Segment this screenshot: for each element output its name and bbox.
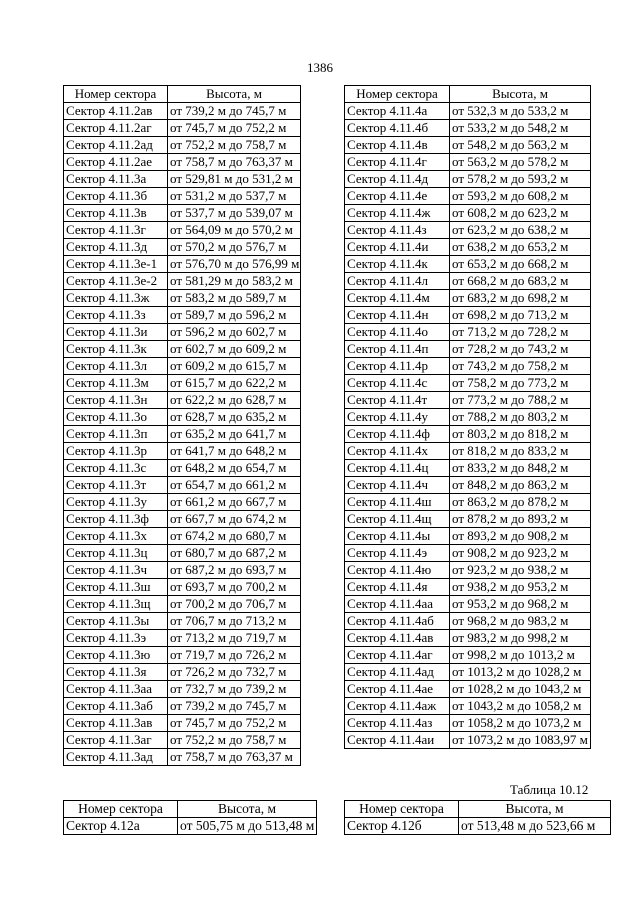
- height-cell: от 938,2 м до 953,2 м: [450, 579, 591, 596]
- height-cell: от 576,70 м до 576,99 м: [168, 256, 301, 273]
- sector-cell: Сектор 4.11.4р: [345, 358, 450, 375]
- sector-cell: Сектор 4.11.4аб: [345, 613, 450, 630]
- height-cell: от 983,2 м до 998,2 м: [450, 630, 591, 647]
- table-row: [64, 409, 301, 426]
- table-row: [345, 528, 591, 545]
- height-cell: от 533,2 м до 548,2 м: [450, 120, 591, 137]
- table-row: [64, 239, 301, 256]
- table-row: [64, 222, 301, 239]
- table-row: [64, 732, 301, 749]
- table-row: [64, 103, 301, 120]
- header-sector: Номер сектора: [345, 86, 450, 103]
- height-cell: от 638,2 м до 653,2 м: [450, 239, 591, 256]
- sector-cell: Сектор 4.11.3л: [64, 358, 168, 375]
- height-cell: от 589,7 м до 596,2 м: [168, 307, 301, 324]
- table-row: [345, 392, 591, 409]
- height-cell: от 863,2 м до 878,2 м: [450, 494, 591, 511]
- table-row: [64, 188, 301, 205]
- header-height: Высота, м: [459, 801, 611, 818]
- sector-cell: Сектор 4.11.4и: [345, 239, 450, 256]
- sector-cell: Сектор 4.12а: [64, 818, 178, 835]
- height-cell: от 713,2 м до 728,2 м: [450, 324, 591, 341]
- table-row: [345, 681, 591, 698]
- table-row: [64, 290, 301, 307]
- header-height: Высота, м: [450, 86, 591, 103]
- table-row: [64, 392, 301, 409]
- height-cell: от 648,2 м до 654,7 м: [168, 460, 301, 477]
- height-cell: от 583,2 м до 589,7 м: [168, 290, 301, 307]
- table-row: [64, 664, 301, 681]
- height-cell: от 758,2 м до 773,2 м: [450, 375, 591, 392]
- height-cell: от 628,7 м до 635,2 м: [168, 409, 301, 426]
- height-cell: от 773,2 м до 788,2 м: [450, 392, 591, 409]
- sector-cell: Сектор 4.11.3ю: [64, 647, 168, 664]
- table-row: [345, 426, 591, 443]
- sector-cell: Сектор 4.11.4с: [345, 375, 450, 392]
- sector-cell: Сектор 4.11.3с: [64, 460, 168, 477]
- sector-cell: Сектор 4.11.4г: [345, 154, 450, 171]
- height-cell: от 752,2 м до 758,7 м: [168, 732, 301, 749]
- sector-cell: Сектор 4.11.3ы: [64, 613, 168, 630]
- sector-cell: Сектор 4.11.4аг: [345, 647, 450, 664]
- sector-cell: Сектор 4.11.4е: [345, 188, 450, 205]
- sector-cell: Сектор 4.11.3п: [64, 426, 168, 443]
- sector-cell: Сектор 4.11.3в: [64, 205, 168, 222]
- table-row: [64, 630, 301, 647]
- table-caption: Таблица 10.12: [510, 782, 589, 797]
- table-row: [64, 205, 301, 222]
- table-row: [64, 681, 301, 698]
- height-cell: от 752,2 м до 758,7 м: [168, 137, 301, 154]
- sector-cell: Сектор 4.11.4ае: [345, 681, 450, 698]
- table-row: [345, 630, 591, 647]
- height-cell: от 953,2 м до 968,2 м: [450, 596, 591, 613]
- height-cell: от 998,2 м до 1013,2 м: [450, 647, 591, 664]
- table-row: [64, 256, 301, 273]
- table-row: [64, 324, 301, 341]
- sector-cell: Сектор 4.11.4аз: [345, 715, 450, 732]
- table-row: [64, 749, 301, 766]
- sector-cell: Сектор 4.11.4в: [345, 137, 450, 154]
- sector-cell: Сектор 4.11.3х: [64, 528, 168, 545]
- sector-cell: Сектор 4.11.3ад: [64, 749, 168, 766]
- height-cell: от 635,2 м до 641,7 м: [168, 426, 301, 443]
- height-cell: от 1043,2 м до 1058,2 м: [450, 698, 591, 715]
- table-row: [64, 596, 301, 613]
- table-header-row: [345, 801, 611, 818]
- table-row: [345, 256, 591, 273]
- table-row: [64, 375, 301, 392]
- table-row: [345, 613, 591, 630]
- height-cell: от 654,7 м до 661,2 м: [168, 477, 301, 494]
- height-cell: от 833,2 м до 848,2 м: [450, 460, 591, 477]
- sector-cell: Сектор 4.11.3д: [64, 239, 168, 256]
- sector-cell: Сектор 4.11.4ж: [345, 205, 450, 222]
- table-row: [64, 426, 301, 443]
- sector-cell: Сектор 4.11.4аа: [345, 596, 450, 613]
- height-cell: от 531,2 м до 537,7 м: [168, 188, 301, 205]
- height-cell: от 641,7 м до 648,2 м: [168, 443, 301, 460]
- header-sector: Номер сектора: [64, 86, 168, 103]
- height-cell: от 818,2 м до 833,2 м: [450, 443, 591, 460]
- table-row: [345, 460, 591, 477]
- height-cell: от 728,2 м до 743,2 м: [450, 341, 591, 358]
- sector-cell: Сектор 4.11.4ш: [345, 494, 450, 511]
- height-cell: от 513,48 м до 523,66 м: [459, 818, 611, 835]
- table-row: [64, 171, 301, 188]
- sector-cell: Сектор 4.11.4т: [345, 392, 450, 409]
- table-row: [64, 358, 301, 375]
- height-cell: от 700,2 м до 706,7 м: [168, 596, 301, 613]
- sector-cell: Сектор 4.11.4д: [345, 171, 450, 188]
- height-cell: от 878,2 м до 893,2 м: [450, 511, 591, 528]
- height-cell: от 570,2 м до 576,7 м: [168, 239, 301, 256]
- height-cell: от 743,2 м до 758,2 м: [450, 358, 591, 375]
- page-number: 1386: [307, 60, 333, 75]
- sector-table-right: [344, 85, 591, 749]
- table-row: [64, 613, 301, 630]
- height-cell: от 505,75 м до 513,48 м: [178, 818, 317, 835]
- height-cell: от 706,7 м до 713,2 м: [168, 613, 301, 630]
- height-cell: от 713,2 м до 719,7 м: [168, 630, 301, 647]
- table-row: [64, 511, 301, 528]
- table-row: [345, 324, 591, 341]
- height-cell: от 596,2 м до 602,7 м: [168, 324, 301, 341]
- sector-cell: Сектор 4.11.3н: [64, 392, 168, 409]
- table-row: [345, 222, 591, 239]
- table-row: [64, 460, 301, 477]
- height-cell: от 1073,2 м до 1083,97 м: [450, 732, 591, 749]
- sector-cell: Сектор 4.11.4ад: [345, 664, 450, 681]
- sector-cell: Сектор 4.11.4л: [345, 273, 450, 290]
- table-header-row: [64, 801, 317, 818]
- table-row: [345, 409, 591, 426]
- table-row: [64, 715, 301, 732]
- sector-cell: Сектор 4.11.4м: [345, 290, 450, 307]
- height-cell: от 563,2 м до 578,2 м: [450, 154, 591, 171]
- height-cell: от 667,7 м до 674,2 м: [168, 511, 301, 528]
- table-row: [345, 596, 591, 613]
- height-cell: от 719,7 м до 726,2 м: [168, 647, 301, 664]
- sector-cell: Сектор 4.11.4э: [345, 545, 450, 562]
- table-row: [64, 545, 301, 562]
- sector-cell: Сектор 4.11.3т: [64, 477, 168, 494]
- height-cell: от 1013,2 м до 1028,2 м: [450, 664, 591, 681]
- sector-cell: Сектор 4.11.3аб: [64, 698, 168, 715]
- sector-cell: Сектор 4.11.3ч: [64, 562, 168, 579]
- sector-cell: Сектор 4.11.3ш: [64, 579, 168, 596]
- sector-cell: Сектор 4.11.3р: [64, 443, 168, 460]
- table-row: [345, 205, 591, 222]
- height-cell: от 732,7 м до 739,2 м: [168, 681, 301, 698]
- height-cell: от 615,7 м до 622,2 м: [168, 375, 301, 392]
- table-row: [345, 698, 591, 715]
- table-row: [345, 137, 591, 154]
- table-row: [345, 443, 591, 460]
- sector-cell: Сектор 4.11.3ц: [64, 545, 168, 562]
- sector-cell: Сектор 4.11.3е-2: [64, 273, 168, 290]
- sector-cell: Сектор 4.11.4з: [345, 222, 450, 239]
- sector-cell: Сектор 4.11.4ю: [345, 562, 450, 579]
- sector-cell: Сектор 4.11.3к: [64, 341, 168, 358]
- table-row: [345, 307, 591, 324]
- height-cell: от 622,2 м до 628,7 м: [168, 392, 301, 409]
- height-cell: от 532,3 м до 533,2 м: [450, 103, 591, 120]
- table-row: [64, 443, 301, 460]
- sector-cell: Сектор 4.11.3м: [64, 375, 168, 392]
- height-cell: от 1028,2 м до 1043,2 м: [450, 681, 591, 698]
- height-cell: от 602,7 м до 609,2 м: [168, 341, 301, 358]
- sector-cell: Сектор 4.11.3я: [64, 664, 168, 681]
- sector-cell: Сектор 4.11.4я: [345, 579, 450, 596]
- height-cell: от 537,7 м до 539,07 м: [168, 205, 301, 222]
- table-row: [345, 154, 591, 171]
- sector-cell: Сектор 4.11.4п: [345, 341, 450, 358]
- table-row: [345, 664, 591, 681]
- height-cell: от 968,2 м до 983,2 м: [450, 613, 591, 630]
- table-row: [345, 732, 591, 749]
- table-row: [64, 579, 301, 596]
- sector-table-small-left: [63, 800, 317, 835]
- sector-cell: Сектор 4.11.3г: [64, 222, 168, 239]
- height-cell: от 758,7 м до 763,37 м: [168, 749, 301, 766]
- sector-cell: Сектор 4.11.4х: [345, 443, 450, 460]
- sector-cell: Сектор 4.11.3з: [64, 307, 168, 324]
- sector-cell: Сектор 4.11.4к: [345, 256, 450, 273]
- table-row: [345, 647, 591, 664]
- table-row: [345, 511, 591, 528]
- table-row: [64, 698, 301, 715]
- height-cell: от 726,2 м до 732,7 м: [168, 664, 301, 681]
- height-cell: от 653,2 м до 668,2 м: [450, 256, 591, 273]
- sector-cell: Сектор 4.11.4а: [345, 103, 450, 120]
- table-row: [345, 239, 591, 256]
- height-cell: от 923,2 м до 938,2 м: [450, 562, 591, 579]
- table-row: [64, 154, 301, 171]
- table-row: [345, 103, 591, 120]
- height-cell: от 745,7 м до 752,2 м: [168, 715, 301, 732]
- height-cell: от 680,7 м до 687,2 м: [168, 545, 301, 562]
- sector-cell: Сектор 4.11.3э: [64, 630, 168, 647]
- height-cell: от 661,2 м до 667,7 м: [168, 494, 301, 511]
- sector-cell: Сектор 4.11.3аа: [64, 681, 168, 698]
- table-row: [345, 120, 591, 137]
- height-cell: от 608,2 м до 623,2 м: [450, 205, 591, 222]
- height-cell: от 529,81 м до 531,2 м: [168, 171, 301, 188]
- table-row: [345, 375, 591, 392]
- header-height: Высота, м: [168, 86, 301, 103]
- table-row: [64, 120, 301, 137]
- height-cell: от 609,2 м до 615,7 м: [168, 358, 301, 375]
- sector-table-small-right: [344, 800, 611, 835]
- height-cell: от 564,09 м до 570,2 м: [168, 222, 301, 239]
- sector-cell: Сектор 4.12б: [345, 818, 459, 835]
- table-row: [345, 562, 591, 579]
- sector-cell: Сектор 4.11.4ф: [345, 426, 450, 443]
- table-row: [64, 647, 301, 664]
- sector-cell: Сектор 4.11.4аж: [345, 698, 450, 715]
- sector-cell: Сектор 4.11.4аи: [345, 732, 450, 749]
- height-cell: от 623,2 м до 638,2 м: [450, 222, 591, 239]
- height-cell: от 674,2 м до 680,7 м: [168, 528, 301, 545]
- table-row: [64, 273, 301, 290]
- table-row: [345, 818, 611, 835]
- sector-cell: Сектор 4.11.3е-1: [64, 256, 168, 273]
- sector-cell: Сектор 4.11.3б: [64, 188, 168, 205]
- sector-cell: Сектор 4.11.3о: [64, 409, 168, 426]
- height-cell: от 788,2 м до 803,2 м: [450, 409, 591, 426]
- sector-cell: Сектор 4.11.4о: [345, 324, 450, 341]
- table-header-row: [64, 86, 301, 103]
- sector-cell: Сектор 4.11.3у: [64, 494, 168, 511]
- height-cell: от 687,2 м до 693,7 м: [168, 562, 301, 579]
- height-cell: от 693,7 м до 700,2 м: [168, 579, 301, 596]
- sector-cell: Сектор 4.11.4щ: [345, 511, 450, 528]
- height-cell: от 848,2 м до 863,2 м: [450, 477, 591, 494]
- height-cell: от 581,29 м до 583,2 м: [168, 273, 301, 290]
- height-cell: от 698,2 м до 713,2 м: [450, 307, 591, 324]
- table-row: [64, 341, 301, 358]
- table-row: [345, 341, 591, 358]
- table-row: [345, 545, 591, 562]
- sector-cell: Сектор 4.11.3а: [64, 171, 168, 188]
- header-sector: Номер сектора: [64, 801, 178, 818]
- sector-cell: Сектор 4.11.3ж: [64, 290, 168, 307]
- table-row: [64, 562, 301, 579]
- height-cell: от 739,2 м до 745,7 м: [168, 698, 301, 715]
- sector-cell: Сектор 4.11.4ав: [345, 630, 450, 647]
- height-cell: от 745,7 м до 752,2 м: [168, 120, 301, 137]
- sector-cell: Сектор 4.11.3ф: [64, 511, 168, 528]
- header-height: Высота, м: [178, 801, 317, 818]
- height-cell: от 803,2 м до 818,2 м: [450, 426, 591, 443]
- sector-cell: Сектор 4.11.2ае: [64, 154, 168, 171]
- height-cell: от 593,2 м до 608,2 м: [450, 188, 591, 205]
- sector-cell: Сектор 4.11.4б: [345, 120, 450, 137]
- table-row: [345, 290, 591, 307]
- table-row: [64, 528, 301, 545]
- table-row: [345, 579, 591, 596]
- sector-cell: Сектор 4.11.3ав: [64, 715, 168, 732]
- table-row: [64, 494, 301, 511]
- height-cell: от 758,7 м до 763,37 м: [168, 154, 301, 171]
- sector-cell: Сектор 4.11.2ав: [64, 103, 168, 120]
- sector-cell: Сектор 4.11.2аг: [64, 120, 168, 137]
- table-row: [64, 137, 301, 154]
- sector-cell: Сектор 4.11.2ад: [64, 137, 168, 154]
- table-row: [345, 494, 591, 511]
- sector-cell: Сектор 4.11.4н: [345, 307, 450, 324]
- height-cell: от 908,2 м до 923,2 м: [450, 545, 591, 562]
- height-cell: от 1058,2 м до 1073,2 м: [450, 715, 591, 732]
- table-row: [345, 477, 591, 494]
- table-row: [64, 818, 317, 835]
- sector-cell: Сектор 4.11.4ч: [345, 477, 450, 494]
- table-row: [64, 307, 301, 324]
- sector-cell: Сектор 4.11.4ы: [345, 528, 450, 545]
- sector-cell: Сектор 4.11.3и: [64, 324, 168, 341]
- height-cell: от 668,2 м до 683,2 м: [450, 273, 591, 290]
- table-row: [345, 188, 591, 205]
- sector-cell: Сектор 4.11.4у: [345, 409, 450, 426]
- sector-cell: Сектор 4.11.4ц: [345, 460, 450, 477]
- table-row: [345, 715, 591, 732]
- height-cell: от 893,2 м до 908,2 м: [450, 528, 591, 545]
- height-cell: от 548,2 м до 563,2 м: [450, 137, 591, 154]
- table-row: [345, 358, 591, 375]
- sector-cell: Сектор 4.11.3щ: [64, 596, 168, 613]
- table-row: [345, 171, 591, 188]
- height-cell: от 578,2 м до 593,2 м: [450, 171, 591, 188]
- sector-cell: Сектор 4.11.3аг: [64, 732, 168, 749]
- sector-table-left: [63, 85, 301, 766]
- table-row: [345, 273, 591, 290]
- header-sector: Номер сектора: [345, 801, 459, 818]
- table-header-row: [345, 86, 591, 103]
- height-cell: от 739,2 м до 745,7 м: [168, 103, 301, 120]
- table-row: [64, 477, 301, 494]
- height-cell: от 683,2 м до 698,2 м: [450, 290, 591, 307]
